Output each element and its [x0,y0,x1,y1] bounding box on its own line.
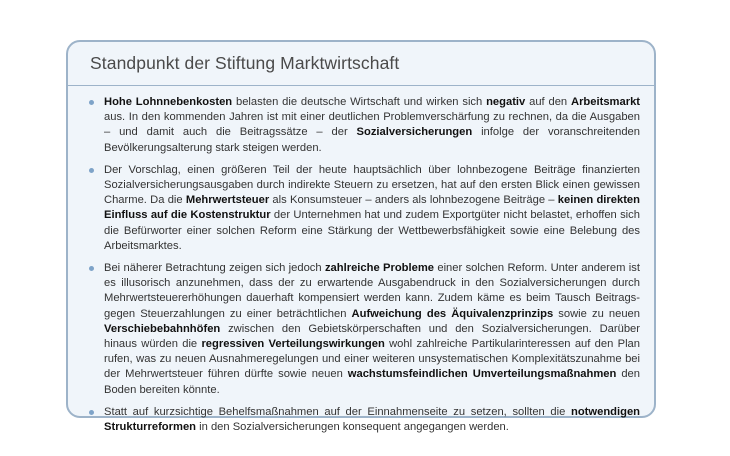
info-box [66,40,656,434]
bullet-dot-icon [89,266,94,271]
bullet-item [88,163,640,254]
bullet-text: belasten die deutsche Wirtschaft und wirken sich [232,96,487,108]
bullet-list [68,86,654,435]
bullet-emphasis: negativ [486,96,526,108]
bullet-text: auf den [525,96,571,108]
bullet-text: als Konsumsteuer – anders als lohnbezogene Beiträge – [269,194,558,207]
bullet-text: Statt auf kurzsichtige Behelfsmaßnahmen auf der Einnahmenseite zu setzen, sollten die [104,405,572,418]
bullet-emphasis: keinen direkten Einfluss auf die Kostenstruktur [104,194,640,222]
bullet-dot-icon [89,100,94,105]
bullet-item [88,261,640,398]
bullet-item [88,405,640,435]
bullet-emphasis: Hohe Lohnnebenkosten [104,96,233,108]
box-header [68,42,654,86]
bullet-text: infolge der voranschreitenden Bevölkerungsalterung stark steigen werden. [104,126,640,154]
bullet-emphasis: zahlreiche Probleme [324,262,434,275]
bullet-emphasis: regressiven Verteilungswirkungen [201,338,385,351]
bullet-text: zwischen den Gebietskörperschaften und den Sozialversicherungen. Darüber hinaus würden die [104,322,640,351]
bullet-text: der Unternehmen hat und zudem Exportgüter nicht belastet, erhoffen sich die Befürworter einer solchen Reform eine Stärkung der Wettbewerbsfähigkeit sowie eine Belebung des Arbeitsmarktes. [104,209,640,252]
bullet-emphasis: Sozialversicherungen [356,126,473,139]
bullet-text: einer solchen Reform. Unter anderem ist es illusorisch anzunehmen, dass der zu erwartende Ausgabendruck in den Sozialversicherungen durch Mehrwertsteuererhöhungen dauerhaft kompensiert werden kann. Zudem käme es beim Tausch Beitrags- gegen Steuerzahlungen zu einer beträchtlichen [104,262,640,320]
bullet-dot-icon [89,168,94,173]
bullet-emphasis: Mehrwertsteuer [185,194,270,207]
bullet-text: Bei näherer Betrachtung zeigen sich jedoch [104,262,325,275]
bullet-text: den Boden bereiten könnte. [104,368,641,396]
bullet-text: wohl zahlreiche Partikularinteressen auf den Plan rufen, was zu neuen Ausnahmeregelungen und einer weiteren unsystematischen Komplexitätszunahme bei der Mehrwertsteuer führen dürfte sowie neuen [104,338,640,381]
bullet-item [88,95,640,156]
box-title: Standpunkt der Stiftung Marktwirtschaft [90,53,400,73]
bullet-dot-icon [89,410,94,415]
bullet-text: Der Vorschlag, einen größeren Teil der heute hauptsächlich über lohnbezogene Beiträge finanzierten Sozialversicherungsausgaben durch indirekte Steuern zu ersetzen, hat auf den ersten Blick einen gewissen Charme. Da die [104,163,640,207]
bullet-emphasis: Verschiebebahnhöfen [104,322,221,335]
bullet-text: in den Sozialversicherungen konsequent angegangen werden. [196,421,509,434]
bullet-text: sowie zu neuen [553,307,641,320]
bullet-emphasis: wachstumsfeindlichen Umverteilungsmaßnahmen [347,368,617,381]
bullet-emphasis: Arbeitsmarkt [571,96,641,108]
bullet-text: aus. In den kommenden Jahren ist mit einer deutlichen Problemverschärfung zu rechnen, da die Ausgaben – und damit auch die Beitragssätze – der [104,111,640,139]
bullet-emphasis: Aufweichung des Äquivalenzprinzips [351,307,554,320]
bullet-emphasis: notwendigen Strukturreformen [104,405,640,434]
